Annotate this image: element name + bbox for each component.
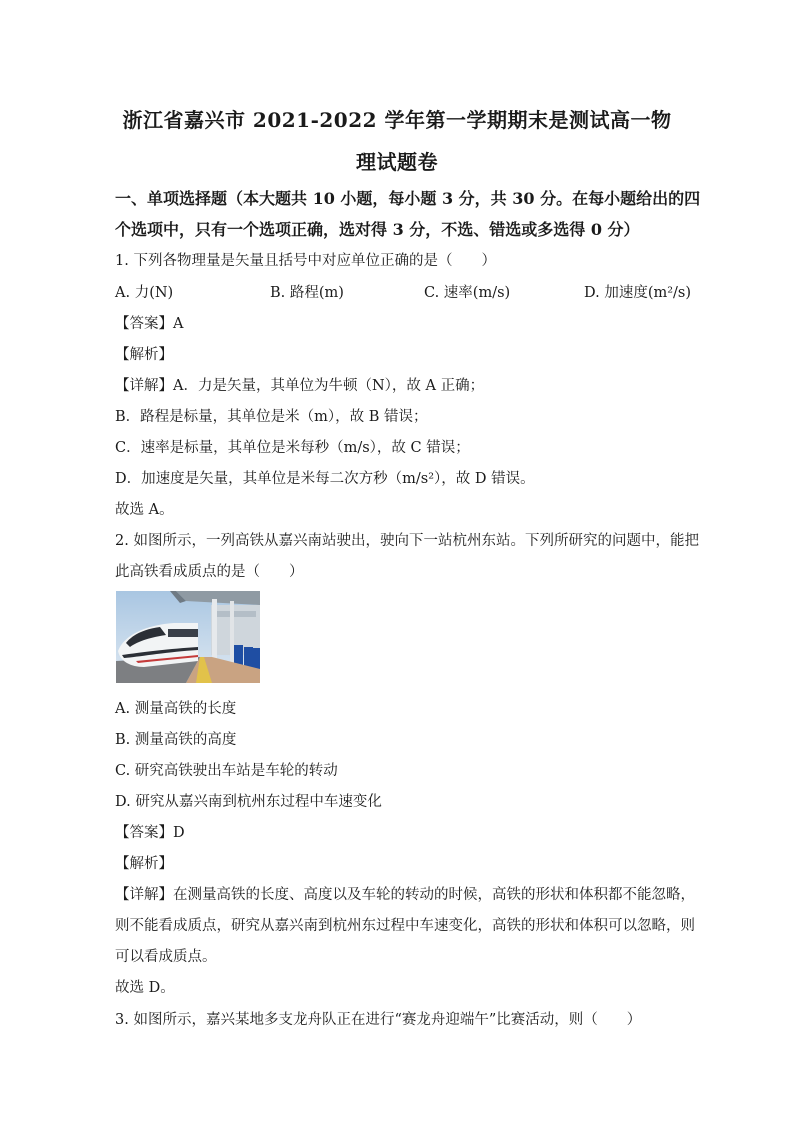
q2-option-a: A. 测量高铁的长度 <box>115 701 237 717</box>
q1-detail-d: D．加速度是矢量，其单位是米每二次方秒（m/s²），故 D 错误。 <box>115 471 535 487</box>
q2-conclusion: 故选 D。 <box>115 980 175 996</box>
q2-option-b: B. 测量高铁的高度 <box>115 732 237 748</box>
q2-answer: 【答案】D <box>115 825 185 841</box>
q2-option-d: D. 研究从嘉兴南到杭州东过程中车速变化 <box>115 794 382 810</box>
q1-option-d: D. 加速度(m²/s) <box>584 285 692 301</box>
q2-stem-line2: 此高铁看成质点的是（ ） <box>115 564 304 580</box>
q2-option-c: C. 研究高铁驶出车站是车轮的转动 <box>115 763 338 779</box>
doc-title-line1: 浙江省嘉兴市 2021-2022 学年第一学期期末是测试高一物 <box>122 108 672 132</box>
q3-stem: 3. 如图所示，嘉兴某地多支龙舟队正在进行“赛龙舟迎端午”比赛活动，则（ ） <box>115 1012 642 1028</box>
q1-stem: 1. 下列各物理量是矢量且括号中对应单位正确的是（ ） <box>115 253 496 269</box>
q2-detail-line1: 【详解】在测量高铁的长度、高度以及车轮的转动的时候，高铁的形状和体积都不能忽略， <box>115 887 695 903</box>
high-speed-train-photo <box>116 591 260 683</box>
q2-detail-line2: 则不能看成质点，研究从嘉兴南到杭州东过程中车速变化，高铁的形状和体积可以忽略，则 <box>115 918 695 934</box>
q1-detail-a: 【详解】A．力是矢量，其单位为牛顿（N），故 A 正确； <box>115 378 485 394</box>
q2-analysis-label: 【解析】 <box>115 856 173 872</box>
q2-stem-line1: 2. 如图所示，一列高铁从嘉兴南站驶出，驶向下一站杭州东站。下列所研究的问题中，能把 <box>115 533 699 549</box>
q1-option-a: A. 力(N) <box>115 285 174 301</box>
q1-option-c: C. 速率(m/s) <box>424 285 511 301</box>
q1-analysis-label: 【解析】 <box>115 347 173 363</box>
section-heading-line2: 个选项中，只有一个选项正确，选对得 3 分，不选、错选或多选得 0 分） <box>115 220 640 239</box>
q1-answer: 【答案】A <box>115 316 184 332</box>
q1-detail-c: C．速率是标量，其单位是米每秒（m/s），故 C 错误； <box>115 440 470 456</box>
q1-option-b: B. 路程(m) <box>270 285 344 301</box>
q1-conclusion: 故选 A。 <box>115 502 174 518</box>
q2-detail-line3: 可以看成质点。 <box>115 949 217 965</box>
q1-detail-b: B．路程是标量，其单位是米（m），故 B 错误； <box>115 409 428 425</box>
section-heading-line1: 一、单项选择题（本大题共 10 小题，每小题 3 分，共 30 分。在每小题给出的四 <box>115 189 701 208</box>
doc-title-line2: 理试题卷 <box>356 150 438 174</box>
